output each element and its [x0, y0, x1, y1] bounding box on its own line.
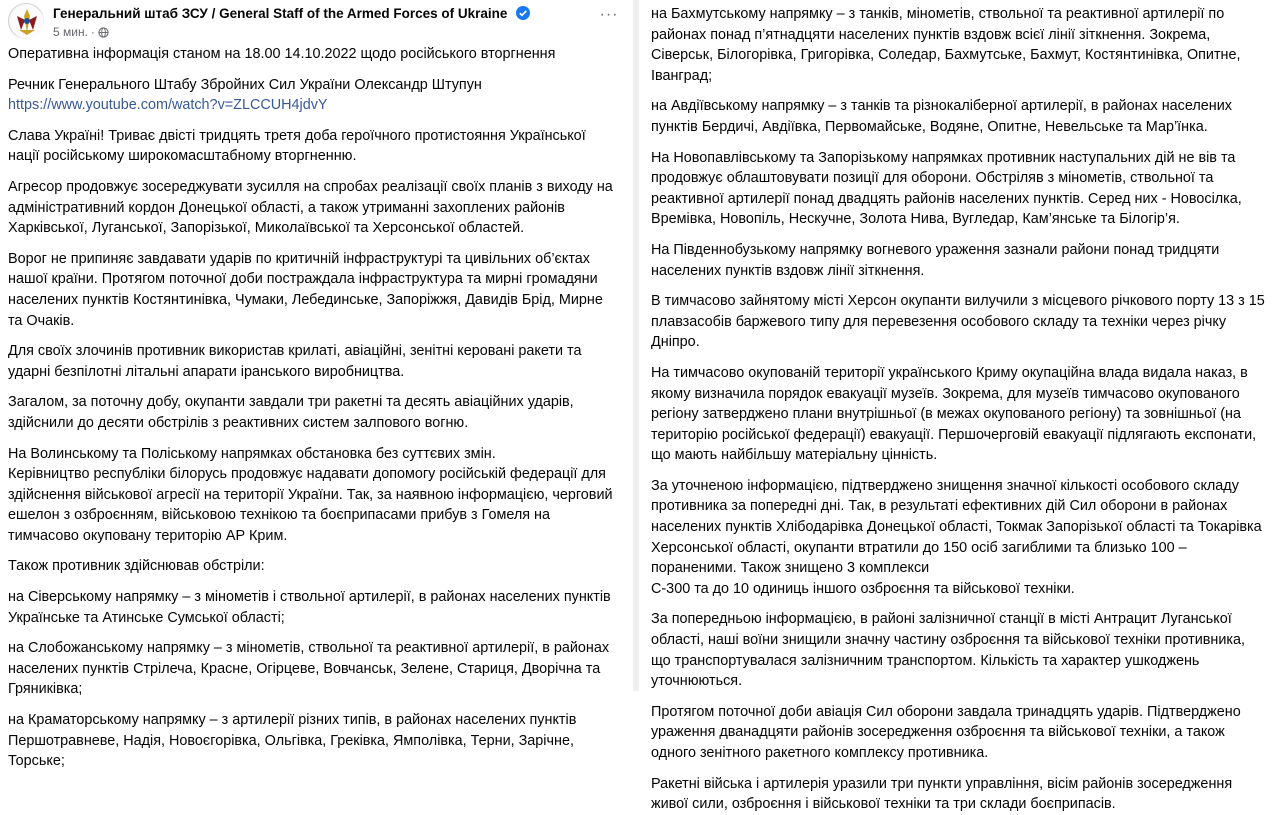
spokesperson-line: Речник Генерального Штабу Збройних Сил України Олександр Штупун [8, 76, 482, 93]
post-column-left [0, 0, 626, 770]
post-paragraph: Оперативна інформація станом на 18.00 14.10.2022 щодо російського вторгнення [8, 46, 556, 62]
post-line: На Волинському та Поліському напрямках обстановка без суттєвих змін. [8, 445, 496, 462]
post-line: За уточненою інформацією, підтверджено знищення значної кількості особового складу противника за попередні дні. Так, в результаті ефективних дій Сил оборони в районах населених пунктів Хлібодарівка Донецької області, Токмак Запорізької області та Токарівка Херсонської області, окупанти втратили до 150 осіб загиблими та близько 100 – пораненими. Також знищено 3 комплекси [651, 477, 1262, 577]
post-paragraph: на Сіверському напрямку – з мінометів і ствольної артилерії, в районах населених пунктів Українське та Атинське Сумської області; [8, 589, 611, 626]
general-staff-emblem-icon [9, 4, 45, 40]
post-paragraph: на Слобожанському напрямку – з мінометів, ствольної та реактивної артилерії, в районах населених пунктів Стрілеча, Красне, Огірцеве, Вовчанськ, Зелене, Стариця, Дворічна та Гряниківка; [8, 640, 610, 698]
page-name-link[interactable]: Генеральний штаб ЗСУ / General Staff of the Armed Forces of Ukraine [53, 6, 508, 21]
post-paragraph: На тимчасово окупованій території українського Криму окупаційна влада видала наказ, в якому визначила порядок евакуації музеїв. Зокрема, для музеїв тимчасово окупованого регіону затверджено плани внутрішньої (в межах окупованого регіону) та зовнішньої (на територію російської федерації) евакуації. Першочерговій евакуації підлягають експонати, що мають найбільшу матеріальну цінність. [651, 364, 1257, 464]
post-paragraph: на Краматорському напрямку – з артилерії різних типів, в районах населених пунктів Першотравневе, Надія, Новоєгорівка, Ольгівка, Греківка, Ямполівка, Терни, Зарічне, Торське; [8, 712, 577, 770]
post-paragraph: Агресор продовжує зосереджувати зусилля на спробах реалізації своїх планів з виходу на адміністративний кордон Донецької області, а також утриманні захоплених районів Харківської, Луганської, Запорізької, Миколаївської та Херсонської областей. [8, 178, 613, 237]
post-paragraph: В тимчасово зайнятому місті Херсон окупанти вилучили з місцевого річкового порту 13 з 15 плавзасобів баржевого типу для перевезення особового складу та техніки через річку Дніпро. [651, 293, 1265, 351]
post-paragraph [651, 476, 1266, 600]
post-meta [53, 25, 109, 39]
post-paragraph: на Авдіївському напрямку – з танків та різнокаліберної артилерії, в районах населених пунктів Бердичі, Авдіївка, Первомайське, Водяне, Опитне, Невельське та Мар’їнка. [651, 98, 1232, 135]
globe-icon [98, 27, 109, 38]
post-paragraph: на Бахмутському напрямку – з танків, мінометів, ствольної та реактивної артилерії по районах понад п’ятнадцяти населених пунктів вздовж всієї лінії зіткнення. Зокрема, Сіверськ, Білогорівка, Григорівка, Соледар, Бахмутське, Бахмут, Костянтинівка, Опитне, Іванград; [651, 6, 1241, 84]
page-avatar[interactable] [8, 3, 44, 39]
post-paragraph: Ворог не припиняє завдавати ударів по критичній інфраструктурі та цивільних об’єктах нашої країни. Протягом поточної доби постраждала інфраструктура та мирні громадяни населених пунктів Костянтинівка, Чумаки, Лебединське, Запоріжжя, Давидів Брід, Мирне та Очаків. [8, 250, 603, 329]
verified-badge-icon [516, 6, 530, 20]
post-text-left [0, 44, 626, 772]
meta-separator: · [90, 25, 95, 39]
post-paragraph: Протягом поточної доби авіація Сил оборони завдала тринадцять ударів. Підтверджено ураження дванадцяти районів зосередження озброєння та військової техніки, а також одного зенітного ракетного комплексу противника. [651, 703, 1241, 761]
post-column-right [643, 0, 1274, 813]
post-paragraph: На Новопавлівському та Запорізькому напрямках противник наступальних дій не вів та продовжує облаштовувати позиції для оборони. Обстріляв з мінометів, ствольної та реактивної артилерії понад двадцять районів населених пунктів. Серед них - Новосілка, Времівка, Новопіль, Нескучне, Золота Нива, Вугледар, Кам’янське та Білогір’я. [651, 149, 1242, 228]
post-paragraph: За попередньою інформацією, в районі залізничної станції в місті Антрацит Луганської області, наші воїни знищили значну частину озброєння та військової техніки противника, що транспортувалася залізничним транспортом. Кількість та характер ушкоджень уточнюються. [651, 611, 1246, 690]
post-line: Керівництво республіки білорусь продовжує надавати допомогу російській федерації для здійснення військової агресії на території України. Так, за наявною інформацією, черговий ешелон з озброєнням, військовою технікою та боєприпасами прибув з Гомеля на тимчасово окуповану територію АР Крим. [8, 466, 613, 544]
post-paragraph [8, 444, 618, 547]
post-paragraph: Загалом, за поточну добу, окупанти завдали три ракетні та десять авіаційних ударів, здійснили до десяти обстрілів з реактивних систем залпового вогню. [8, 394, 574, 431]
post-header [0, 0, 626, 44]
post-paragraph: Для своїх злочинів противник використав крилаті, авіаційні, зенітні керовані ракети та ударні безпілотні літальні апарати іранського виробництва. [8, 343, 582, 380]
post-paragraph: Ракетні війська і артилерія уразили три пункти управління, вісім районів зосередження живої сили, озброєння і військової техніки та три склади боєприпасів. [651, 775, 1233, 813]
post-paragraph [8, 75, 618, 116]
post-paragraph: На Південнобузькому напрямку вогневого ураження зазнали райони понад тридцяти населених пунктів вздовж лінії зіткнення. [651, 241, 1220, 279]
post-paragraph: Також противник здійснював обстріли: [8, 558, 265, 575]
post-timestamp[interactable]: 5 мин. [53, 25, 88, 39]
page-name-row [53, 6, 530, 21]
more-options-button[interactable]: ··· [599, 6, 619, 23]
youtube-link[interactable]: https://www.youtube.com/watch?v=ZLCCUH4jdvY [8, 97, 328, 114]
post-text-right [643, 0, 1274, 815]
post-paragraph: Слава Україні! Триває двісті тридцять третя доба героїчного протистояння Української нації російському широкомасштабному вторгненню. [8, 127, 586, 165]
column-divider [633, 0, 639, 691]
post-line: С-300 та до 10 одиниць іншого озброєння та військової техніки. [651, 580, 1075, 597]
